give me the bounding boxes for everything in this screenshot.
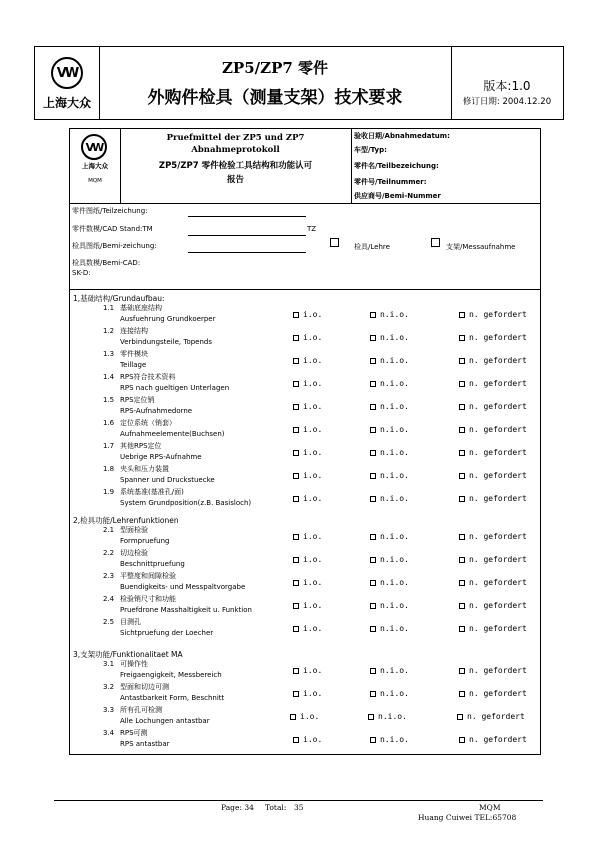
item-label-cn: 基础底座结构: [120, 304, 162, 312]
option-nio[interactable]: [370, 494, 409, 503]
option-not-required[interactable]: [459, 425, 527, 434]
checklist-row: [70, 373, 540, 395]
option-nio[interactable]: [370, 425, 409, 434]
checklist-row: [70, 350, 540, 372]
checkbox[interactable]: [293, 626, 299, 632]
option-not-required[interactable]: [459, 379, 527, 388]
checkbox[interactable]: [459, 737, 465, 743]
checkbox[interactable]: [459, 580, 465, 586]
item-label-de: Pruefdrone Masshaltigkeit u. Funktion: [120, 606, 252, 614]
option-nio[interactable]: [370, 689, 409, 698]
field-vehicle-type: 车型/Typ:: [354, 146, 387, 154]
checkbox[interactable]: [370, 557, 376, 563]
checkbox[interactable]: [293, 534, 299, 540]
section-title: 1,基础结构/Grundaufbau:: [73, 294, 165, 303]
checkbox[interactable]: [370, 496, 376, 502]
section-title: 2,检具功能/Lehrenfunktionen: [73, 516, 179, 525]
option-label: i.o.: [303, 624, 323, 633]
option-io[interactable]: [293, 494, 322, 503]
checkbox[interactable]: [370, 381, 376, 387]
checkbox[interactable]: [293, 557, 299, 563]
checkbox[interactable]: [459, 557, 465, 563]
info-tz: TZ: [307, 225, 317, 233]
header-version-cell: [451, 47, 563, 119]
checkbox[interactable]: [370, 603, 376, 609]
field-part-name: 零件名/Teilbezeichung:: [354, 162, 439, 170]
item-number: 1.9: [103, 488, 115, 496]
checkbox[interactable]: [293, 450, 299, 456]
checklist-row: [70, 595, 540, 617]
item-label-de: Freigaengigkeit, Messbereich: [120, 671, 222, 679]
info-line-drawing: [188, 216, 306, 217]
item-number: 3.3: [103, 706, 115, 714]
option-label: i.o.: [303, 494, 323, 503]
option-label: i.o.: [303, 356, 323, 365]
item-label-de: Formpruefung: [120, 537, 170, 545]
option-not-required[interactable]: [459, 333, 527, 342]
item-number: 1.2: [103, 327, 115, 335]
option-not-required[interactable]: [459, 601, 527, 610]
revision-date: 修订日期: 2004.12.20: [462, 97, 552, 107]
option-label: i.o.: [303, 471, 323, 480]
option-io[interactable]: [293, 624, 322, 633]
item-label-cn: 检验销尺寸和功能: [120, 595, 176, 603]
item-label-cn: 定位系统（销套）: [120, 419, 176, 427]
option-label: n. gefordert: [469, 601, 527, 610]
checklist-row: [70, 549, 540, 571]
checklist-row: [70, 396, 540, 418]
option-nio[interactable]: [370, 471, 409, 480]
footer-dept: MQM: [479, 803, 501, 812]
checkbox[interactable]: [459, 473, 465, 479]
section-title: 3,支架功能/Funktionalitaet MA: [73, 650, 183, 659]
form-title-cn2: 报告: [226, 175, 244, 185]
option-io[interactable]: [290, 712, 319, 721]
header-title-line2: 外购件检具（测量支架）技术要求: [147, 88, 403, 108]
option-label: n.i.o.: [380, 578, 409, 587]
option-nio[interactable]: [370, 578, 409, 587]
option-label: n.i.o.: [380, 356, 409, 365]
version-label: 版本:1.0: [483, 79, 531, 93]
form-title-de2: Abnahmeprotokoll: [191, 145, 280, 155]
form-title-de1: Pruefmittel der ZP5 und ZP7: [166, 133, 305, 143]
item-number: 2.1: [103, 526, 115, 534]
option-nio[interactable]: [370, 333, 409, 342]
option-label: i.o.: [303, 425, 323, 434]
item-number: 2.5: [103, 618, 115, 626]
option-io[interactable]: [293, 666, 322, 675]
item-label-cn: 平整度和间隙检验: [120, 572, 176, 580]
checkbox[interactable]: [459, 335, 465, 341]
item-label-de: RPS antastbar: [120, 740, 170, 748]
inspection-form: [69, 128, 541, 755]
item-label-cn: 所有孔可检测: [120, 706, 162, 714]
item-label-cn: 其他RPS定位: [120, 442, 162, 450]
option-not-required[interactable]: [459, 494, 527, 503]
option-label: n.i.o.: [380, 666, 409, 675]
checkbox[interactable]: [459, 534, 465, 540]
item-label-de: Verbindungsteile, Topends: [120, 338, 213, 346]
footer-contact: Huang Cuiwei TEL:65708: [418, 813, 517, 822]
checkbox[interactable]: [459, 668, 465, 674]
option-io[interactable]: [293, 425, 322, 434]
option-nio[interactable]: [370, 379, 409, 388]
header-logo-cell: [35, 47, 100, 119]
option-not-required[interactable]: [457, 712, 525, 721]
option-io[interactable]: [293, 402, 322, 411]
option-label: i.o.: [303, 532, 323, 541]
checklist-row: [70, 660, 540, 682]
checkbox[interactable]: [370, 312, 376, 318]
vw-logo-icon: VW: [51, 57, 83, 89]
checkbox[interactable]: [293, 312, 299, 318]
option-label: n. gefordert: [469, 578, 527, 587]
option-label: n.i.o.: [380, 735, 409, 744]
checkbox[interactable]: [459, 404, 465, 410]
item-label-cn: 目测孔: [120, 618, 141, 626]
checklist-row: [70, 572, 540, 594]
info-sk-d: SK-D:: [72, 269, 91, 277]
item-label-cn: 夹头和压力装置: [120, 465, 169, 473]
option-not-required[interactable]: [459, 578, 527, 587]
option-io[interactable]: [293, 555, 322, 564]
option-label: n. gefordert: [469, 624, 527, 633]
checkbox[interactable]: [459, 496, 465, 502]
checklist-row: [70, 729, 540, 751]
option-label: n. gefordert: [469, 356, 527, 365]
item-number: 1.3: [103, 350, 115, 358]
option-label: i.o.: [303, 735, 323, 744]
option-io[interactable]: [293, 333, 322, 342]
header-logo-text: 上海大众: [42, 96, 91, 110]
checkbox[interactable]: [370, 580, 376, 586]
item-label-de: Sichtpruefung der Loecher: [120, 629, 214, 637]
item-label-de: Alle Lochungen antastbar: [120, 717, 210, 725]
checkbox[interactable]: [370, 473, 376, 479]
item-number: 1.4: [103, 373, 115, 381]
option-nio[interactable]: [370, 310, 409, 319]
option-label: n.i.o.: [378, 712, 407, 721]
item-number: 1.5: [103, 396, 115, 404]
checkbox[interactable]: [459, 603, 465, 609]
checkbox[interactable]: [293, 381, 299, 387]
checklist-row: [70, 304, 540, 326]
item-number: 1.7: [103, 442, 115, 450]
option-not-required[interactable]: [459, 310, 527, 319]
checkbox[interactable]: [459, 427, 465, 433]
option-label: i.o.: [303, 601, 323, 610]
option-label: n.i.o.: [380, 601, 409, 610]
field-part-number: 零件号/Teilnummer:: [354, 178, 427, 186]
footer-rule: [54, 800, 543, 801]
item-label-de: Spanner und Druckstuecke: [120, 476, 215, 484]
checkbox[interactable]: [293, 496, 299, 502]
option-label: n.i.o.: [380, 425, 409, 434]
info-part-drawing: 零件图纸/Teilzeichung:: [72, 207, 148, 215]
option-not-required[interactable]: [459, 666, 527, 675]
item-number: 3.4: [103, 729, 115, 737]
option-label: n.i.o.: [380, 448, 409, 457]
option-io[interactable]: [293, 379, 322, 388]
checkbox[interactable]: [290, 714, 296, 720]
checkbox[interactable]: [459, 626, 465, 632]
checkbox[interactable]: [370, 691, 376, 697]
item-label-de: Beschnittpruefung: [120, 560, 185, 568]
field-acceptance-date: 验收日期/Abnahmedatum:: [354, 132, 450, 140]
option-nio[interactable]: [368, 712, 407, 721]
item-label-de: Ausfuehrung Grundkoerper: [120, 315, 216, 323]
item-label-cn: 型面检验: [120, 526, 148, 534]
checklist-row: [70, 618, 540, 640]
item-label-de: Antastbarkeit Form, Beschnitt: [120, 694, 225, 702]
option-io[interactable]: [293, 356, 322, 365]
option-label: n. gefordert: [467, 712, 525, 721]
checkbox[interactable]: [457, 714, 463, 720]
item-label-cn: RPS符合技术资料: [120, 373, 176, 381]
option-io[interactable]: [293, 689, 322, 698]
option-nio[interactable]: [370, 624, 409, 633]
option-io[interactable]: [293, 471, 322, 480]
item-label-cn: RPS定位销: [120, 396, 155, 404]
option-io[interactable]: [293, 735, 322, 744]
option-label: n. gefordert: [469, 402, 527, 411]
item-number: 1.6: [103, 419, 115, 427]
checkbox[interactable]: [459, 691, 465, 697]
option-label: n.i.o.: [380, 471, 409, 480]
option-label: i.o.: [303, 402, 323, 411]
option-label: n.i.o.: [380, 494, 409, 503]
item-label-de: System Grundposition(z.B. Basisloch): [120, 499, 252, 507]
checkbox[interactable]: [293, 358, 299, 364]
checklist: [70, 289, 540, 754]
checkbox[interactable]: [370, 534, 376, 540]
checkbox[interactable]: [370, 335, 376, 341]
checkbox[interactable]: [370, 427, 376, 433]
option-label: i.o.: [303, 689, 323, 698]
item-label-cn: 零件模块: [120, 350, 148, 358]
checkbox[interactable]: [370, 450, 376, 456]
item-number: 3.2: [103, 683, 115, 691]
option-label: i.o.: [303, 666, 323, 675]
item-label-de: Buendigkeits- und Messpaltvorgabe: [120, 583, 246, 591]
option-not-required[interactable]: [459, 555, 527, 564]
option-not-required[interactable]: [459, 471, 527, 480]
checklist-row: [70, 488, 540, 510]
item-label-de: RPS nach gueltigen Unterlagen: [120, 384, 230, 392]
checkbox[interactable]: [293, 404, 299, 410]
checklist-row: [70, 327, 540, 349]
item-label-de: Teillage: [120, 361, 147, 369]
option-label: n. gefordert: [469, 735, 527, 744]
item-label-cn: 系统基准(基准孔/面): [120, 488, 184, 496]
info-fixture-drawing: 检具图纸/Bemi-zeichung:: [72, 242, 157, 250]
checkbox[interactable]: [459, 312, 465, 318]
item-number: 1.1: [103, 304, 115, 312]
option-label: n.i.o.: [380, 402, 409, 411]
option-not-required[interactable]: [459, 689, 527, 698]
checkbox[interactable]: [293, 668, 299, 674]
option-label: n. gefordert: [469, 666, 527, 675]
checkbox[interactable]: [459, 450, 465, 456]
checkbox[interactable]: [293, 473, 299, 479]
item-label-cn: 切边检验: [120, 549, 148, 557]
option-label: n. gefordert: [469, 471, 527, 480]
option-io[interactable]: [293, 532, 322, 541]
option-label: n. gefordert: [469, 494, 527, 503]
footer-total-label: Total:: [265, 803, 287, 812]
option-label: n.i.o.: [380, 532, 409, 541]
info-line-cad: [188, 235, 306, 236]
option-not-required[interactable]: [459, 624, 527, 633]
label-lehre: 检具/Lehre: [354, 243, 390, 251]
checkbox-lehre[interactable]: [330, 238, 339, 247]
option-label: n.i.o.: [380, 379, 409, 388]
option-label: n.i.o.: [380, 689, 409, 698]
option-nio[interactable]: [370, 402, 409, 411]
option-label: n. gefordert: [469, 448, 527, 457]
label-messaufnahme: 支架/Messaufnahme: [446, 243, 516, 251]
form-logo-sub: MQM: [88, 178, 102, 184]
option-io[interactable]: [293, 601, 322, 610]
checkbox[interactable]: [293, 603, 299, 609]
checklist-row: [70, 419, 540, 441]
option-label: n. gefordert: [469, 333, 527, 342]
checkbox[interactable]: [293, 737, 299, 743]
option-label: n. gefordert: [469, 532, 527, 541]
checklist-row: [70, 683, 540, 705]
form-vw-logo-icon: VW: [81, 134, 107, 160]
checkbox[interactable]: [293, 335, 299, 341]
info-line-fixture-drawing: [188, 252, 306, 253]
item-label-cn: 型面和切边可测: [120, 683, 169, 691]
checkbox[interactable]: [293, 580, 299, 586]
item-label-cn: 连接结构: [120, 327, 148, 335]
option-label: i.o.: [303, 310, 323, 319]
footer-page: Page: 34: [221, 803, 254, 812]
option-label: n. gefordert: [469, 379, 527, 388]
option-label: n. gefordert: [469, 689, 527, 698]
option-label: n. gefordert: [469, 555, 527, 564]
form-logo-text: 上海大众: [82, 162, 108, 170]
option-label: i.o.: [303, 448, 323, 457]
checkbox[interactable]: [370, 404, 376, 410]
option-nio[interactable]: [370, 601, 409, 610]
option-io[interactable]: [293, 578, 322, 587]
item-number: 2.2: [103, 549, 115, 557]
checkbox[interactable]: [368, 714, 374, 720]
item-label-cn: RPS可测: [120, 729, 148, 737]
info-cad-stand: 零件数模/CAD Stand:TM: [72, 225, 153, 233]
checkbox-messaufnahme[interactable]: [431, 238, 440, 247]
option-label: n. gefordert: [469, 310, 527, 319]
option-nio[interactable]: [370, 735, 409, 744]
field-supplier-number: 供应商号/Bemi-Nummer: [354, 192, 441, 200]
option-not-required[interactable]: [459, 448, 527, 457]
option-not-required[interactable]: [459, 402, 527, 411]
option-io[interactable]: [293, 448, 322, 457]
option-label: i.o.: [303, 333, 323, 342]
option-nio[interactable]: [370, 448, 409, 457]
checklist-row: [70, 465, 540, 487]
checkbox[interactable]: [370, 668, 376, 674]
item-label-de: Aufnahmeelemente(Buchsen): [120, 430, 225, 438]
option-label: n.i.o.: [380, 555, 409, 564]
option-label: i.o.: [303, 555, 323, 564]
form-title-cn1: ZP5/ZP7 零件检验工具结构和功能认可: [158, 161, 313, 171]
checkbox[interactable]: [293, 691, 299, 697]
option-not-required[interactable]: [459, 356, 527, 365]
document-header: [34, 46, 564, 120]
option-label: i.o.: [303, 578, 323, 587]
item-label-cn: 可操作性: [120, 660, 148, 668]
item-number: 2.4: [103, 595, 115, 603]
checklist-row: [70, 526, 540, 548]
item-label-de: Uebrige RPS-Aufnahme: [120, 453, 202, 461]
item-number: 3.1: [103, 660, 115, 668]
item-number: 2.3: [103, 572, 115, 580]
info-fixture-cad: 检具数模/Bemi-CAD:: [72, 259, 141, 267]
option-label: n.i.o.: [380, 333, 409, 342]
checkbox[interactable]: [293, 427, 299, 433]
option-label: i.o.: [300, 712, 320, 721]
checkbox[interactable]: [459, 358, 465, 364]
option-io[interactable]: [293, 310, 322, 319]
header-title-cell: [99, 47, 452, 119]
header-title-line1: ZP5/ZP7 零件: [221, 59, 329, 77]
option-not-required[interactable]: [459, 532, 527, 541]
checklist-row: [70, 442, 540, 464]
checklist-row: [70, 706, 540, 728]
option-label: i.o.: [303, 379, 323, 388]
checkbox[interactable]: [459, 381, 465, 387]
option-nio[interactable]: [370, 555, 409, 564]
option-nio[interactable]: [370, 356, 409, 365]
option-label: n.i.o.: [380, 310, 409, 319]
option-nio[interactable]: [370, 532, 409, 541]
item-label-de: RPS-Aufnahmedorne: [120, 407, 193, 415]
option-label: n.i.o.: [380, 624, 409, 633]
item-number: 1.8: [103, 465, 115, 473]
option-label: n. gefordert: [469, 425, 527, 434]
checkbox[interactable]: [370, 358, 376, 364]
checkbox[interactable]: [370, 737, 376, 743]
footer-total: 35: [294, 803, 304, 812]
option-not-required[interactable]: [459, 735, 527, 744]
option-nio[interactable]: [370, 666, 409, 675]
checkbox[interactable]: [370, 626, 376, 632]
